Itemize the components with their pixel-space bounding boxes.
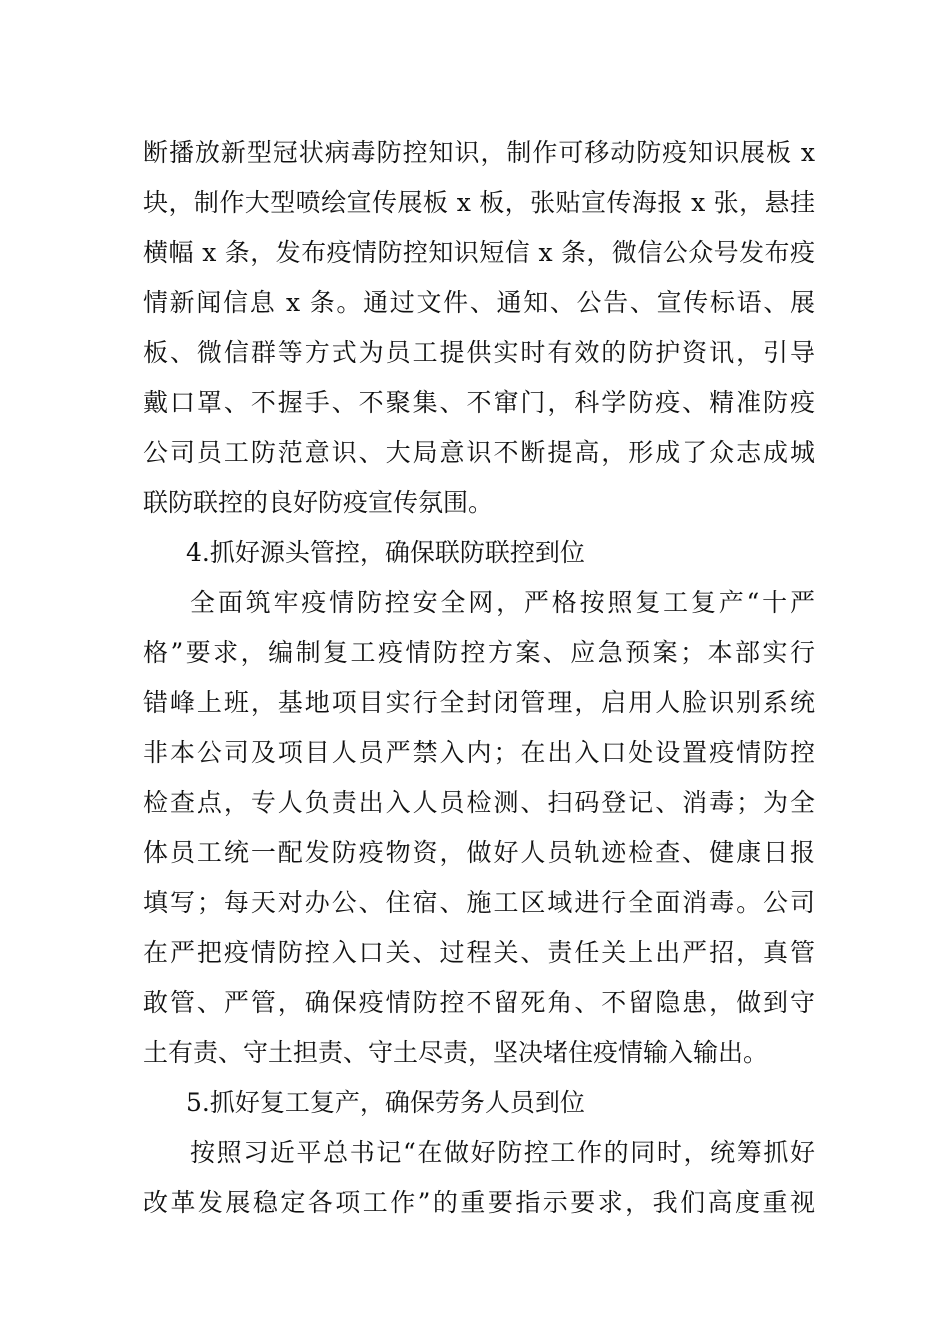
paragraph-line: 改革发展稳定各项工作”的重要指示要求，我们高度重视 xyxy=(143,1188,815,1217)
paragraph-1 xyxy=(143,128,815,528)
paragraph-line: 板、微信群等方式为员工提供实时有效的防护资讯，引导 xyxy=(143,338,815,367)
paragraph-line: 情新闻信息 x 条。通过文件、通知、公告、宣传标语、展 xyxy=(143,288,815,317)
paragraph-line: 体员工统一配发防疫物资，做好人员轨迹检查、健康日报 xyxy=(143,838,815,867)
section-heading-5: 5.抓好复工复产，确保劳务人员到位 xyxy=(186,1088,585,1117)
paragraph-line: 公司员工防范意识、大局意识不断提高，形成了众志成城 xyxy=(143,438,815,467)
paragraph-line: 横幅 x 条，发布疫情防控知识短信 x 条，微信公众号发布疫 xyxy=(143,238,815,267)
section-heading-4: 4.抓好源头管控，确保联防联控到位 xyxy=(186,538,585,567)
paragraph-line: 按照习近平总书记“在做好防控工作的同时，统筹抓好 xyxy=(190,1138,815,1167)
paragraph-line: 错峰上班，基地项目实行全封闭管理，启用人脸识别系统 xyxy=(143,688,815,717)
paragraph-line: 土有责、守土担责、守土尽责，坚决堵住疫情输入输出。 xyxy=(143,1038,769,1067)
paragraph-line: 检查点，专人负责出入人员检测、扫码登记、消毒；为全 xyxy=(143,788,815,817)
paragraph-line: 非本公司及项目人员严禁入内；在出入口处设置疫情防控 xyxy=(143,738,815,767)
paragraph-line: 敢管、严管，确保疫情防控不留死角、不留隐患，做到守 xyxy=(143,988,815,1017)
paragraph-line: 在严把疫情防控入口关、过程关、责任关上出严招，真管 xyxy=(143,938,815,967)
paragraph-3 xyxy=(143,1128,815,1228)
paragraph-line: 格”要求，编制复工疫情防控方案、应急预案；本部实行 xyxy=(143,638,815,667)
paragraph-line: 块，制作大型喷绘宣传展板 x 板，张贴宣传海报 x 张，悬挂 xyxy=(143,188,815,217)
paragraph-line: 断播放新型冠状病毒防控知识，制作可移动防疫知识展板 x xyxy=(143,138,815,167)
paragraph-line: 联防联控的良好防疫宣传氛围。 xyxy=(143,488,494,517)
paragraph-line: 全面筑牢疫情防控安全网，严格按照复工复产“十严 xyxy=(190,588,815,617)
paragraph-line: 填写；每天对办公、住宿、施工区域进行全面消毒。公司 xyxy=(143,888,815,917)
document-body xyxy=(143,128,815,1228)
paragraph-2 xyxy=(143,578,815,1078)
paragraph-line: 戴口罩、不握手、不聚集、不窜门，科学防疫、精准防疫 xyxy=(143,388,815,417)
